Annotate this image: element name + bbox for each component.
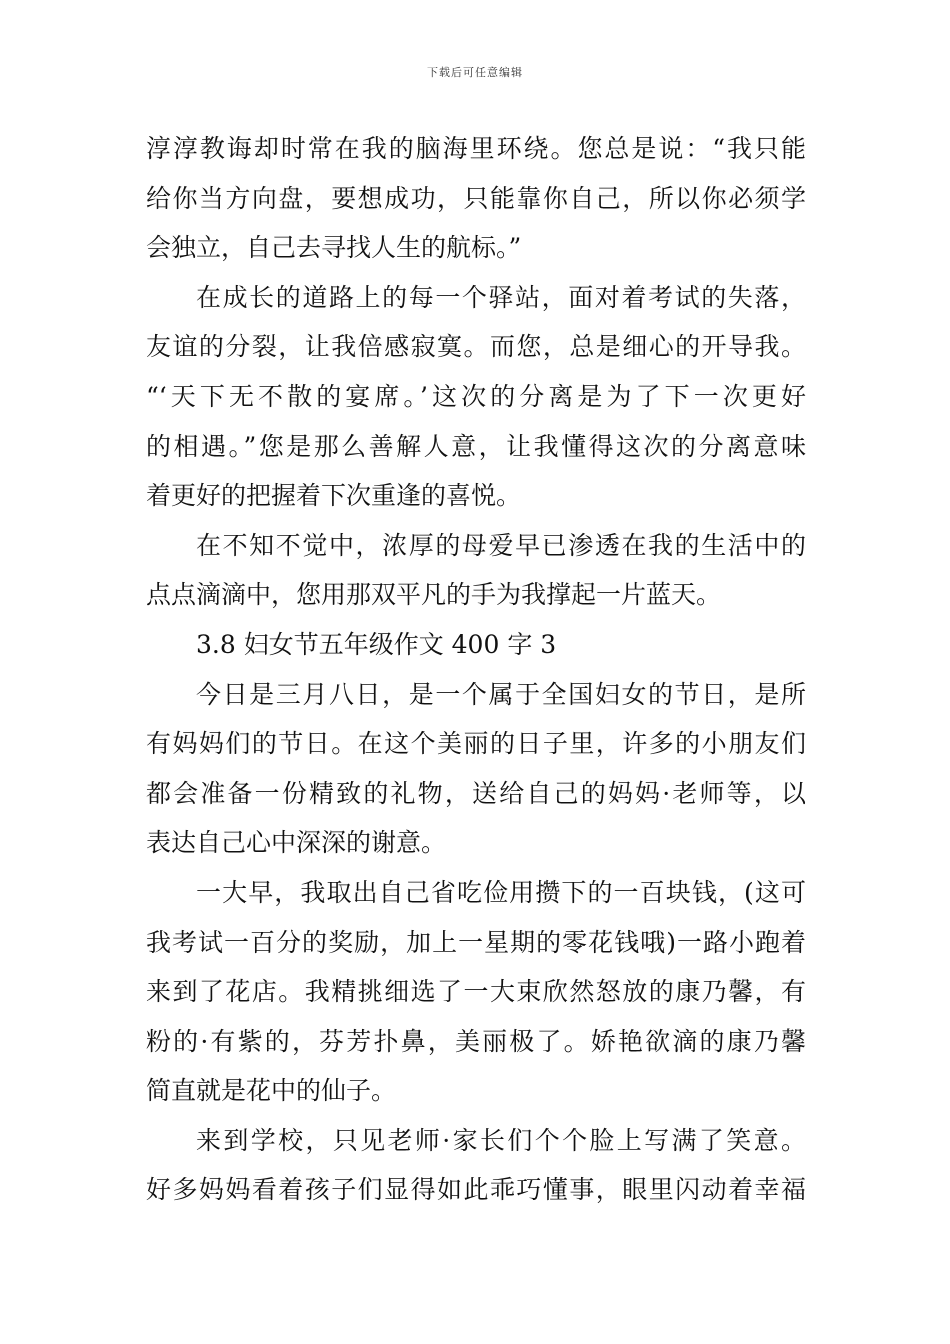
text-line: 给你当方向盘，要想成功，只能靠你自己，所以你必须学 xyxy=(146,183,806,213)
text-line: 淳淳教诲却时常在我的脑海里环绕。您总是说：“我只能 xyxy=(146,134,806,163)
text-line: 表达自己心中深深的谢意。 xyxy=(146,828,447,858)
text-line: 点点滴滴中，您用那双平凡的手为我撑起一片蓝天。 xyxy=(146,580,722,610)
text-line: 简直就是花中的仙子。 xyxy=(146,1076,397,1106)
text-line: 来到了花店。我精挑细选了一大束欣然怒放的康乃馨，有 xyxy=(146,977,806,1007)
text-line: 今日是三月八日，是一个属于全国妇女的节日，是所 xyxy=(196,679,806,709)
text-line: 粉的·有紫的，芬芳扑鼻，美丽极了。娇艳欲滴的康乃馨 xyxy=(146,1026,806,1056)
text-line: 会独立，自己去寻找人生的航标。” xyxy=(146,233,522,263)
text-line: 有妈妈们的节日。在这个美丽的日子里，许多的小朋友们 xyxy=(146,729,806,759)
text-line: 友谊的分裂，让我倍感寂寞。而您，总是细心的开导我。 xyxy=(146,332,806,362)
text-line: 的相遇。”您是那么善解人意，让我懂得这次的分离意味 xyxy=(146,431,806,461)
text-line: 在不知不觉中，浓厚的母爱早已渗透在我的生活中的 xyxy=(196,530,806,560)
text-line: 我考试一百分的奖励，加上一星期的零花钱哦)一路小跑着 xyxy=(146,927,806,957)
page-header-note: 下载后可任意编辑 xyxy=(427,66,523,79)
text-line: 在成长的道路上的每一个驿站，面对着考试的失落， xyxy=(196,282,806,312)
text-line: 着更好的把握着下次重逢的喜悦。 xyxy=(146,481,522,511)
text-line: 一大早，我取出自己省吃俭用攒下的一百块钱，(这可 xyxy=(196,877,806,907)
text-line: 都会准备一份精致的礼物，送给自己的妈妈·老师等，以 xyxy=(146,778,806,808)
text-line: “‘天下无不散的宴席。’这次的分离是为了下一次更好 xyxy=(146,381,806,411)
text-line: 来到学校，只见老师·家长们个个脸上写满了笑意。 xyxy=(196,1125,806,1155)
section-heading: 3.8 妇女节五年级作文 400 字 3 xyxy=(196,629,557,659)
document-body xyxy=(146,124,806,1215)
text-line: 好多妈妈看着孩子们显得如此乖巧懂事，眼里闪动着幸福 xyxy=(146,1175,806,1205)
